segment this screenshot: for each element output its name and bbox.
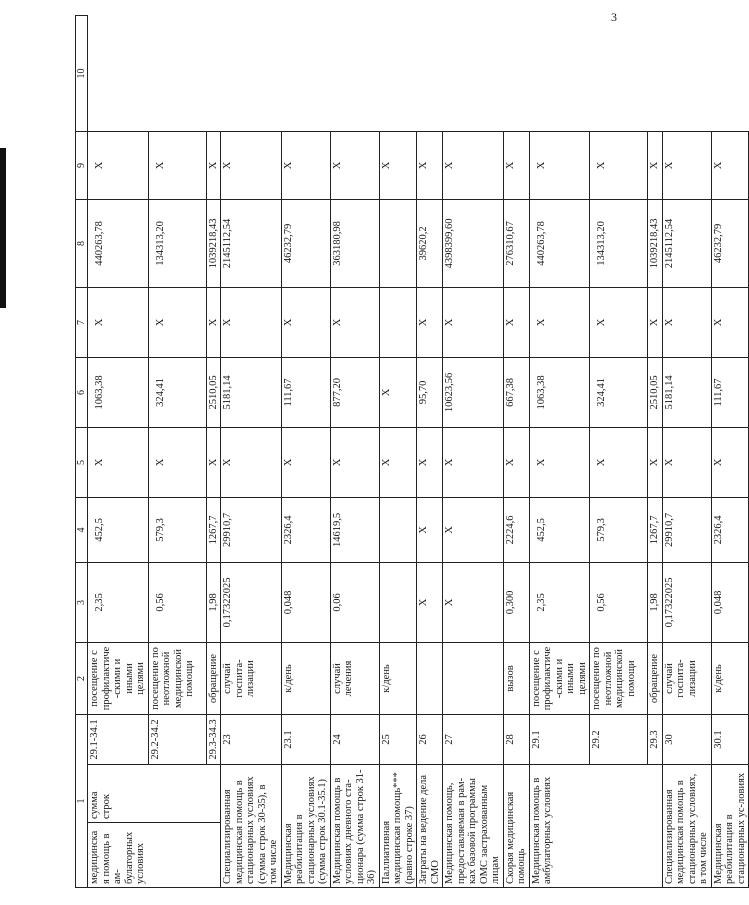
- col-number: 6: [76, 357, 88, 427]
- cell: 0,17322025: [662, 562, 711, 642]
- cell: 46232,79: [711, 199, 749, 287]
- cell: 579,3: [590, 497, 648, 562]
- cell: X: [529, 131, 590, 199]
- cell: 134313,20: [590, 199, 648, 287]
- cell: 1039218,43: [206, 199, 221, 287]
- row-name: Специализированная медицинская помощь в стационарных условиях (сумма строк 30-35), в том числе: [221, 765, 282, 888]
- cell: 452,5: [529, 497, 590, 562]
- cell: 0,06: [330, 562, 379, 642]
- cell: 4398399,60: [443, 199, 504, 287]
- cell: X: [281, 427, 330, 497]
- cell: 95,70: [417, 357, 443, 427]
- row-ref: 29.2-34.2: [148, 714, 206, 764]
- row-name: Скорая медицинская помощь: [503, 765, 529, 888]
- table-row: [281, 15, 330, 887]
- cell: X: [148, 427, 206, 497]
- cell: X: [503, 287, 529, 357]
- page-number: 3: [611, 10, 617, 24]
- cell: 1267,7: [206, 497, 221, 562]
- cell: X: [443, 287, 504, 357]
- cell: X: [206, 427, 221, 497]
- row-ref: 29.3: [648, 714, 663, 764]
- cell: X: [529, 287, 590, 357]
- sum-label: сумма строк: [88, 765, 221, 823]
- cell: X: [221, 427, 282, 497]
- cell: 452,5: [88, 497, 149, 562]
- cell: X: [503, 131, 529, 199]
- cell: X: [281, 287, 330, 357]
- unit-cell: посещение по неотложной медицинской помощи: [590, 642, 648, 714]
- cell: X: [711, 427, 749, 497]
- unit-cell: случай госпита-лизации: [662, 642, 711, 714]
- cell: 363180,98: [330, 199, 379, 287]
- column-number-row: [76, 15, 88, 887]
- row-name: Медицинская помощь в условиях дневного ста-ционара (сумма строк 31-36): [330, 765, 379, 888]
- unit-cell: случай госпита-лизации: [221, 642, 282, 714]
- cell: X: [648, 287, 663, 357]
- cell: 14619,5: [330, 497, 379, 562]
- row-ref: 28: [503, 714, 529, 764]
- cell: X: [590, 427, 648, 497]
- unit-cell: к/день: [711, 642, 749, 714]
- cell: X: [417, 287, 443, 357]
- cell: X: [711, 131, 749, 199]
- col-number: 8: [76, 199, 88, 287]
- cell: 0,56: [148, 562, 206, 642]
- cell: 1063,38: [88, 357, 149, 427]
- cell: X: [88, 131, 149, 199]
- unit-cell: к/день: [281, 642, 330, 714]
- cell: X: [88, 427, 149, 497]
- table-row: [711, 15, 749, 887]
- cell: X: [590, 131, 648, 199]
- cell: X: [148, 131, 206, 199]
- cell: [379, 287, 417, 357]
- cell: [379, 562, 417, 642]
- cell: 0,048: [281, 562, 330, 642]
- cell: 29910,7: [221, 497, 282, 562]
- cell: 2145112,54: [221, 199, 282, 287]
- cell: X: [417, 562, 443, 642]
- col-number: 9: [76, 131, 88, 199]
- table-row: [648, 15, 663, 887]
- cell: 440263,78: [88, 199, 149, 287]
- cell: 667,38: [503, 357, 529, 427]
- col-number: 5: [76, 427, 88, 497]
- cell: 0,048: [711, 562, 749, 642]
- cell: 324,41: [590, 357, 648, 427]
- cell: X: [503, 427, 529, 497]
- cell: X: [443, 562, 504, 642]
- cell: X: [281, 131, 330, 199]
- cell: [379, 199, 417, 287]
- table-row: [221, 15, 282, 887]
- cell: X: [88, 287, 149, 357]
- cell: X: [221, 287, 282, 357]
- cell: X: [379, 357, 417, 427]
- rotated-table-page: [75, 16, 747, 888]
- cell: X: [648, 131, 663, 199]
- cell: X: [443, 497, 504, 562]
- row-ref: 29.1-34.1: [88, 714, 149, 764]
- cell: 10623,56: [443, 357, 504, 427]
- cell: 1,98: [648, 562, 663, 642]
- unit-cell: случай лечения: [330, 642, 379, 714]
- cell: 877,20: [330, 357, 379, 427]
- row-ref: 30: [662, 714, 711, 764]
- col-number: 10: [76, 15, 88, 131]
- row-name: Медицинская помощь, предоставляемая в рам-ках базовой программы ОМС застрахованным лицам: [443, 765, 504, 888]
- row-name: Медицинская помощь в амбулаторных условиях: [529, 765, 662, 888]
- cell: X: [711, 287, 749, 357]
- cell: 0,17322025: [221, 562, 282, 642]
- unit-cell: посещение по неотложной медицинской помощи: [148, 642, 206, 714]
- cell: X: [417, 427, 443, 497]
- cell: 46232,79: [281, 199, 330, 287]
- financial-table: [75, 15, 749, 888]
- cell: 2326,4: [711, 497, 749, 562]
- table-row: [379, 15, 417, 887]
- row-ref: 29.2: [590, 714, 648, 764]
- cell: 29910,7: [662, 497, 711, 562]
- cell: X: [148, 287, 206, 357]
- cell: 134313,20: [148, 199, 206, 287]
- row-ref: 26: [417, 714, 443, 764]
- row-ref: 23: [221, 714, 282, 764]
- row-name: Специализированная медицинская помощь в стационарных условиях, в том числе: [662, 765, 711, 888]
- unit-cell: посещение с профилактиче-скими и иными целями: [88, 642, 149, 714]
- cell: X: [330, 131, 379, 199]
- cell: 0,300: [503, 562, 529, 642]
- cell: X: [417, 497, 443, 562]
- cell: 5181,14: [662, 357, 711, 427]
- cell: X: [417, 131, 443, 199]
- cell: 1267,7: [648, 497, 663, 562]
- unit-cell: [443, 642, 504, 714]
- table-row: [590, 15, 648, 887]
- cell: 1,98: [206, 562, 221, 642]
- cell: 1039218,43: [648, 199, 663, 287]
- cell: 1063,38: [529, 357, 590, 427]
- row-name: Медицинская реабилитация в стационарных условиях (сумма строк 30.1-35.1): [281, 765, 330, 888]
- row-name: Затраты на ведение дела СМО: [417, 765, 443, 888]
- cell: 111,67: [711, 357, 749, 427]
- cell: 2326,4: [281, 497, 330, 562]
- table-row: [206, 15, 221, 887]
- scan-edge-mark: [0, 148, 6, 308]
- cell: X: [206, 287, 221, 357]
- table-row: [529, 15, 590, 887]
- unit-cell: вызов: [503, 642, 529, 714]
- cell: 579,3: [148, 497, 206, 562]
- row-ref: 29.3-34.3: [206, 714, 221, 764]
- unit-cell: обращение: [206, 642, 221, 714]
- cell: 2,35: [88, 562, 149, 642]
- cell: X: [379, 131, 417, 199]
- table-row: [148, 15, 206, 887]
- table-row: [88, 15, 149, 887]
- row-ref: 24: [330, 714, 379, 764]
- unit-cell: обращение: [648, 642, 663, 714]
- cell: X: [529, 427, 590, 497]
- row-ref: 27: [443, 714, 504, 764]
- cell: [379, 497, 417, 562]
- unit-cell: посещение с профилактиче-скими и иными целями: [529, 642, 590, 714]
- group-label: медицинская помощь в ам-булаторных условиях: [88, 823, 221, 888]
- row-ref: 30.1: [711, 714, 749, 764]
- cell: 440263,78: [529, 199, 590, 287]
- row-name: Паллиативная медицинская помощь*** (равно строке 37): [379, 765, 417, 888]
- cell: X: [443, 427, 504, 497]
- cell: 0,56: [590, 562, 648, 642]
- col-number: 3: [76, 562, 88, 642]
- col-number: 2: [76, 642, 88, 714]
- cell: X: [379, 427, 417, 497]
- cell: 39620,2: [417, 199, 443, 287]
- cell: X: [648, 427, 663, 497]
- cell: X: [330, 427, 379, 497]
- cell: 2145112,54: [662, 199, 711, 287]
- cell: X: [206, 131, 221, 199]
- cell: X: [590, 287, 648, 357]
- cell: 111,67: [281, 357, 330, 427]
- cell: 2,35: [529, 562, 590, 642]
- cell: 2510,05: [648, 357, 663, 427]
- table-row: [417, 15, 443, 887]
- cell: 5181,14: [221, 357, 282, 427]
- unit-cell: к/день: [379, 642, 417, 714]
- cell: 2510,05: [206, 357, 221, 427]
- cell: 2224,6: [503, 497, 529, 562]
- table-row: [330, 15, 379, 887]
- cell: X: [662, 427, 711, 497]
- row-name: Медицинская реабилитация в стационарных ус-ловиях: [711, 765, 749, 888]
- col-number: 1: [76, 714, 88, 887]
- table-row: [443, 15, 504, 887]
- cell: X: [662, 131, 711, 199]
- row-ref: 25: [379, 714, 417, 764]
- table-row: [662, 15, 711, 887]
- row-ref: 23.1: [281, 714, 330, 764]
- unit-cell: [417, 642, 443, 714]
- cell: X: [330, 287, 379, 357]
- cell: 324,41: [148, 357, 206, 427]
- table-row: [503, 15, 529, 887]
- cell: X: [221, 131, 282, 199]
- row-ref: 29.1: [529, 714, 590, 764]
- col-number: 4: [76, 497, 88, 562]
- cell: X: [443, 131, 504, 199]
- col-number: 7: [76, 287, 88, 357]
- cell: 276310,67: [503, 199, 529, 287]
- cell: X: [662, 287, 711, 357]
